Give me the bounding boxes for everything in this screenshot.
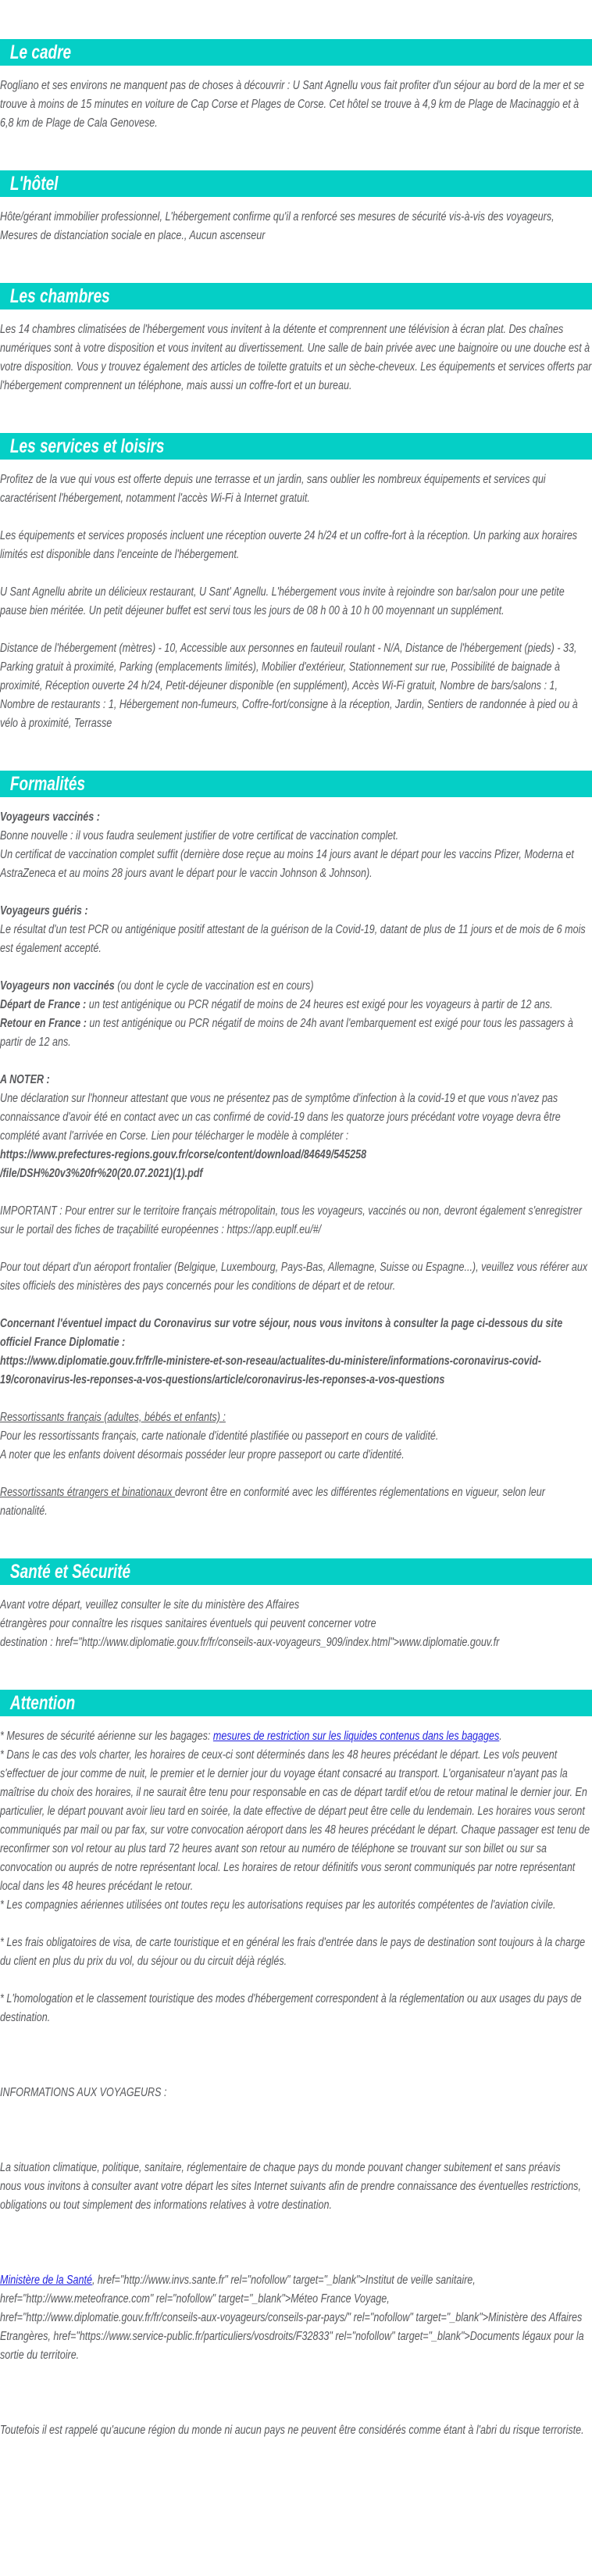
text-segment: * Les compagnies aériennes utilisées ont toutes reçu les autorisations requises par les autorités compétentes de l'aviation civile. — [0, 1898, 556, 1912]
text-segment: A NOTER : — [0, 1073, 50, 1086]
text-line — [0, 1446, 592, 1465]
text-line — [0, 996, 592, 1014]
text-line — [0, 1408, 592, 1427]
text-segment: IMPORTANT : Pour entrer sur le territoire français métropolitain, tous les voyageurs, vaccinés ou non, devront également s'enregistrer sur le portail des fiches de traçabilité européennes : https://app.euplf.eu/#/ — [0, 1204, 583, 1236]
text-segment: Avant votre départ, veuillez consulter le site du ministère des Affaires — [0, 1598, 300, 1612]
section-sante-et-securite — [0, 1558, 592, 1652]
baggage-liquids-restriction-link[interactable]: mesures de restriction sur les liquides contenus dans les bagages — [212, 1730, 500, 1743]
text-segment: étrangères pour connaître les risques sanitaires éventuels qui peuvent concerner votre — [0, 1617, 376, 1630]
text-segment: La situation climatique, politique, sanitaire, réglementaire de chaque pays du monde pouvant changer subitement et sans préavis — [0, 2161, 561, 2174]
text-segment: Profitez de la vue qui vous est offerte depuis une terrasse et un jardin, sans oublier les nombreux équipements et services qui caractérisent l'hébergement, notamment l'accès Wi-Fi à Internet gratuit. — [0, 473, 546, 505]
text-segment: * Mesures de sécurité aérienne sur les bagages: — [0, 1730, 213, 1743]
section-body — [0, 77, 592, 133]
text-line — [0, 1165, 592, 1183]
paragraph — [0, 527, 592, 564]
paragraph — [0, 808, 592, 883]
text-segment: U Sant Agnellu abrite un délicieux restaurant, U Sant' Agnellu. L'hébergement vous invite à rejoindre son bar/salon pour une petite pause bien méritée. Un petit déjeuner buffet est servi tous les jours de 08 h 00 à 10 h 00 moyennant un supplément. — [0, 585, 565, 617]
text-segment: A noter que les enfants doivent désormais posséder leur propre passeport ou carte d'identité. — [0, 1448, 405, 1462]
section-header — [0, 1690, 592, 1716]
text-segment: Un certificat de vaccination complet suffit (dernière dose reçue au moins 14 jours avant le départ pour les vaccins Pfizer, Moderna et AstraZeneca et au moins 28 jours avant le départ pour le vaccin Johnson & Johnson). — [0, 848, 574, 880]
text-segment: Retour en France : — [0, 1017, 87, 1030]
text-line — [0, 2421, 592, 2440]
paragraph — [0, 1483, 592, 1521]
text-line — [0, 2084, 592, 2102]
paragraph — [0, 320, 592, 395]
text-segment: un test antigénique ou PCR négatif de moins de 24 heures est exigé pour les voyageurs à partir de 12 ans. — [86, 998, 553, 1011]
ministere-de-la-sante-link[interactable]: Ministère de la Santé — [0, 2274, 92, 2287]
text-segment: * Les frais obligatoires de visa, de carte touristique et en général les frais d'entrée dans le pays de destination sont toujours à la charge du client en plus du prix du vol, du séjour ou du circuit déjà réglés. — [0, 1936, 586, 1968]
text-line — [0, 1727, 592, 1746]
text-segment: Voyageurs guéris : — [0, 904, 88, 918]
text-segment: Pour les ressortissants français, carte nationale d'identité plastifiée ou passeport en cours de validité. — [0, 1429, 439, 1443]
text-line — [0, 1633, 592, 1652]
text-segment: . — [499, 1730, 502, 1743]
text-segment: https://www.diplomatie.gouv.fr/fr/le-ministere-et-son-reseau/actualites-du-ministere/informations-coronavirus-covid-19/coronavirus-les-reponses-a-vos-questions/article/coronavirus-les-reponses-a-vos-questions — [0, 1354, 541, 1386]
paragraph — [0, 1202, 592, 1240]
section-les-services-et-loisirs — [0, 433, 592, 733]
paragraph — [0, 1071, 592, 1183]
text-line — [0, 2159, 592, 2177]
text-segment: Départ de France : — [0, 998, 87, 1011]
section-header — [0, 283, 592, 309]
text-line — [0, 320, 592, 395]
section-header — [0, 433, 592, 460]
text-line — [0, 2271, 592, 2365]
text-segment: Ressortissants étrangers et binationaux — [0, 1486, 176, 1499]
text-segment: Le résultat d'un test PCR ou antigénique positif attestant de la guérison de la Covid-19, datant de plus de 11 jours et de mois de 6 mois est également accepté. — [0, 923, 586, 955]
text-segment: * Dans le cas des vols charter, les horaires de ceux-ci sont déterminés dans les 48 heures précédant le départ. Les vols peuvent s'effectuer de jour comme de nuit, le premier et le dernier jour du voyage étant consacré au transport. L'organisateur n'ayant pas la maîtrise du choix des horaires, il ne saurait être tenu pour responsable en cas de départ tardif et/ou de retour matinal le dernier jour. En particulier, le départ pouvant avoir lieu tard en soirée, la date effective de départ peut être celle du lendemain. Les horaires vous seront communiqués par mail ou par fax, sur votre convocation aéroport dans les 48 heures précédant le départ. Chaque passager est tenu de reconfirmer son vol retour au plus tard 72 heures avant son retour au numéro de téléphone se trouvant sur son billet ou sur sa convocation ou auprés de notre représentant local. Les horaires de retour définitifs vous seront communiqués par notre représentant local dans les 48 heures précédant le retour. — [0, 1748, 590, 1893]
paragraph — [0, 639, 592, 733]
section-title: L'hôtel — [9, 172, 59, 195]
paragraph — [0, 977, 592, 1052]
text-line — [0, 846, 592, 883]
text-segment: Voyageurs non vaccinés — [0, 979, 115, 993]
paragraph — [0, 2159, 592, 2215]
section-le-cadre — [0, 39, 592, 133]
text-line — [0, 1934, 592, 1971]
section-body — [0, 1596, 592, 1652]
text-segment: Les 14 chambres climatisées de l'hébergement vous invitent à la détente et comprennent une télévision à écran plat. Des chaînes numériques sont à votre disposition et vous invitent au divertissement. Une salle de bain privée avec une baignoire ou une douche est à votre disposition. Vous y trouvez également des articles de toilette gratuits et un sèche-cheveux. Les équipements et services offerts par l'hébergement comprennent un téléphone, mais aussi un coffre-fort et un bureau. — [0, 323, 592, 392]
text-segment: Rogliano et ses environs ne manquent pas de choses à découvrir : U Sant Agnellu vous fait profiter d'un séjour au bord de la mer et se trouve à moins de 15 minutes en voiture de Cap Corse et Plages de Corse. Cet hôtel se trouve à 4,9 km de Plage de Macinaggio et à 6,8 km de Plage de Cala Genovese. — [0, 79, 584, 130]
text-line — [0, 1427, 592, 1446]
text-line — [0, 639, 592, 733]
text-line — [0, 1746, 592, 1896]
text-line — [0, 1896, 592, 1915]
section-header — [0, 170, 592, 197]
paragraph — [0, 583, 592, 621]
section-title: Les services et loisirs — [9, 435, 165, 457]
text-segment: Distance de l'hébergement (mètres) - 10, Accessible aux personnes en fauteuil roulant - N/A, Distance de l'hébergement (pieds) - 33, Parking gratuit à proximité, Parking (emplacements limités), Mobilier d'extérieur, Stationnement sur rue, Possibilité de baignade à proximité, Réception ouverte 24 h/24, Petit-déjeuner disponible (en supplément), Accès Wi-Fi gratuit, Nombre de bars/salons : 1, Nombre de restaurants : 1, Hébergement non-fumeurs, Coffre-fort/consigne à la réception, Jardin, Sentiers de randonnée à pied ou à vélo à proximité, Terrasse — [0, 642, 578, 730]
text-line — [0, 527, 592, 564]
text-segment: Pour tout départ d'un aéroport frontalier (Belgique, Luxembourg, Pays-Bas, Allemagne, Suisse ou Espagne...), veuillez vous référer aux sites officiels des ministères des pays concernés pour les conditions de départ et de retour. — [0, 1261, 588, 1293]
text-segment: INFORMATIONS AUX VOYAGEURS : — [0, 2086, 167, 2099]
text-line — [0, 583, 592, 621]
paragraph — [0, 1596, 592, 1652]
paragraph — [0, 1990, 592, 2027]
text-line — [0, 1615, 592, 1633]
text-line — [0, 921, 592, 958]
section-title: Santé et Sécurité — [9, 1560, 131, 1583]
text-segment: Toutefois il est rappelé qu'aucune région du monde ni aucun pays ne peuvent être considérés comme étant à l'abri du risque terroriste. — [0, 2424, 584, 2437]
text-line — [0, 1352, 592, 1390]
text-line — [0, 77, 592, 133]
text-segment: Une déclaration sur l'honneur attestant que vous ne présentez pas de symptôme d'infection à la covid-19 et que vous n'avez pas connaissance d'avoir été en contact avec un cas confirmé de covid-19 dans les quatorze jours précédant votre voyage devra être complété avant l'arrivée en Corse. Lien pour télécharger le modèle à compléter : — [0, 1092, 561, 1143]
text-line — [0, 1089, 592, 1146]
text-segment: un test antigénique ou PCR négatif de moins de 24h avant l'embarquement est exigé pour tous les passagers à partir de 12 ans. — [0, 1017, 573, 1049]
text-line — [0, 1258, 592, 1296]
text-line — [0, 1596, 592, 1615]
text-line — [0, 1483, 592, 1521]
section-body — [0, 320, 592, 395]
text-segment: Concernant l'éventuel impact du Coronavirus sur votre séjour, nous vous invitons à consulter la page ci-dessous du site officiel France Diplomatie : — [0, 1317, 563, 1349]
text-line — [0, 1202, 592, 1240]
text-segment: /file/DSH%20v3%20fr%20(20.07.2021)(1).pdf — [0, 1167, 203, 1180]
section-body — [0, 1727, 592, 2440]
section-header — [0, 771, 592, 797]
text-line — [0, 977, 592, 996]
paragraph — [0, 2084, 592, 2102]
text-line — [0, 902, 592, 921]
text-segment: Bonne nouvelle : il vous faudra seulement justifier de votre certificat de vaccination complet. — [0, 829, 399, 843]
section-l-hotel — [0, 170, 592, 245]
paragraph — [0, 2421, 592, 2440]
text-segment: Hôte/gérant immobilier professionnel, L'hébergement confirme qu'il a renforcé ses mesures de sécurité vis-à-vis des voyageurs, Mesures de distanciation sociale en place., Aucun ascenseur — [0, 210, 555, 242]
text-line — [0, 208, 592, 245]
paragraph — [0, 77, 592, 133]
text-segment: Voyageurs vaccinés : — [0, 810, 100, 824]
section-body — [0, 208, 592, 245]
text-segment: Les équipements et services proposés incluent une réception ouverte 24 h/24 et un coffre-fort à la réception. Un parking aux horaires limités est disponible dans l'enceinte de l'hébergement. — [0, 529, 578, 561]
text-line — [0, 470, 592, 508]
text-segment: (ou dont le cycle de vaccination est en cours) — [114, 979, 314, 993]
text-line — [0, 2177, 592, 2215]
paragraph — [0, 902, 592, 958]
text-segment: https://www.prefectures-regions.gouv.fr/corse/content/download/84649/545258 — [0, 1148, 367, 1161]
paragraph — [0, 1258, 592, 1296]
text-line — [0, 1014, 592, 1052]
text-segment: * L'homologation et le classement touristique des modes d'hébergement correspondent à la réglementation ou aux usages du pays de destination. — [0, 1992, 582, 2024]
text-segment: Ressortissants français (adultes, bébés et enfants) : — [0, 1411, 226, 1424]
section-body — [0, 808, 592, 1521]
text-segment: nous vous invitons à consulter avant votre départ les sites Internet suivants afin de prendre connaissance des éventuelles restrictions, obligations ou tout simplement des informations relatives à votre destination. — [0, 2180, 581, 2212]
text-line — [0, 1315, 592, 1352]
section-title: Formalités — [9, 772, 86, 795]
paragraph — [0, 1727, 592, 1915]
paragraph — [0, 470, 592, 508]
paragraph — [0, 1315, 592, 1390]
section-les-chambres — [0, 283, 592, 395]
text-line — [0, 827, 592, 846]
text-segment: , href="http://www.invs.sante.fr" rel="nofollow" target="_blank">Institut de veille sanitaire, href="http://www.meteofrance.com" rel="nofollow" target="_blank">Méteo France Voyage, href="http://www.diplomatie.gouv.fr/fr/conseils-aux-voyageurs/conseils-par-pays/" rel="nofollow" target="_blank">Ministère des Affaires Etrangères, href="https://www.service-public.fr/particuliers/vosdroits/F32833" rel="nofollow" target="_blank">Documents légaux pour la sortie du territoire. — [0, 2274, 584, 2362]
section-header — [0, 39, 592, 66]
section-attention — [0, 1690, 592, 2440]
text-line — [0, 1146, 592, 1165]
text-segment: devront être en conformité avec les différentes réglementations en vigueur, selon leur nationalité. — [0, 1486, 545, 1518]
text-line — [0, 1990, 592, 2027]
section-header — [0, 1558, 592, 1585]
paragraph — [0, 208, 592, 245]
section-formalites — [0, 771, 592, 1521]
text-segment: destination : href="http://www.diplomatie.gouv.fr/fr/conseils-aux-voyageurs_909/index.html">www.diplomatie.gouv.fr — [0, 1636, 500, 1649]
paragraph — [0, 2271, 592, 2365]
section-body — [0, 470, 592, 733]
paragraph — [0, 1934, 592, 1971]
text-line — [0, 1071, 592, 1089]
text-line — [0, 808, 592, 827]
section-title: Les chambres — [9, 284, 110, 307]
section-title: Attention — [9, 1691, 76, 1714]
section-title: Le cadre — [9, 41, 72, 63]
paragraph — [0, 1408, 592, 1465]
